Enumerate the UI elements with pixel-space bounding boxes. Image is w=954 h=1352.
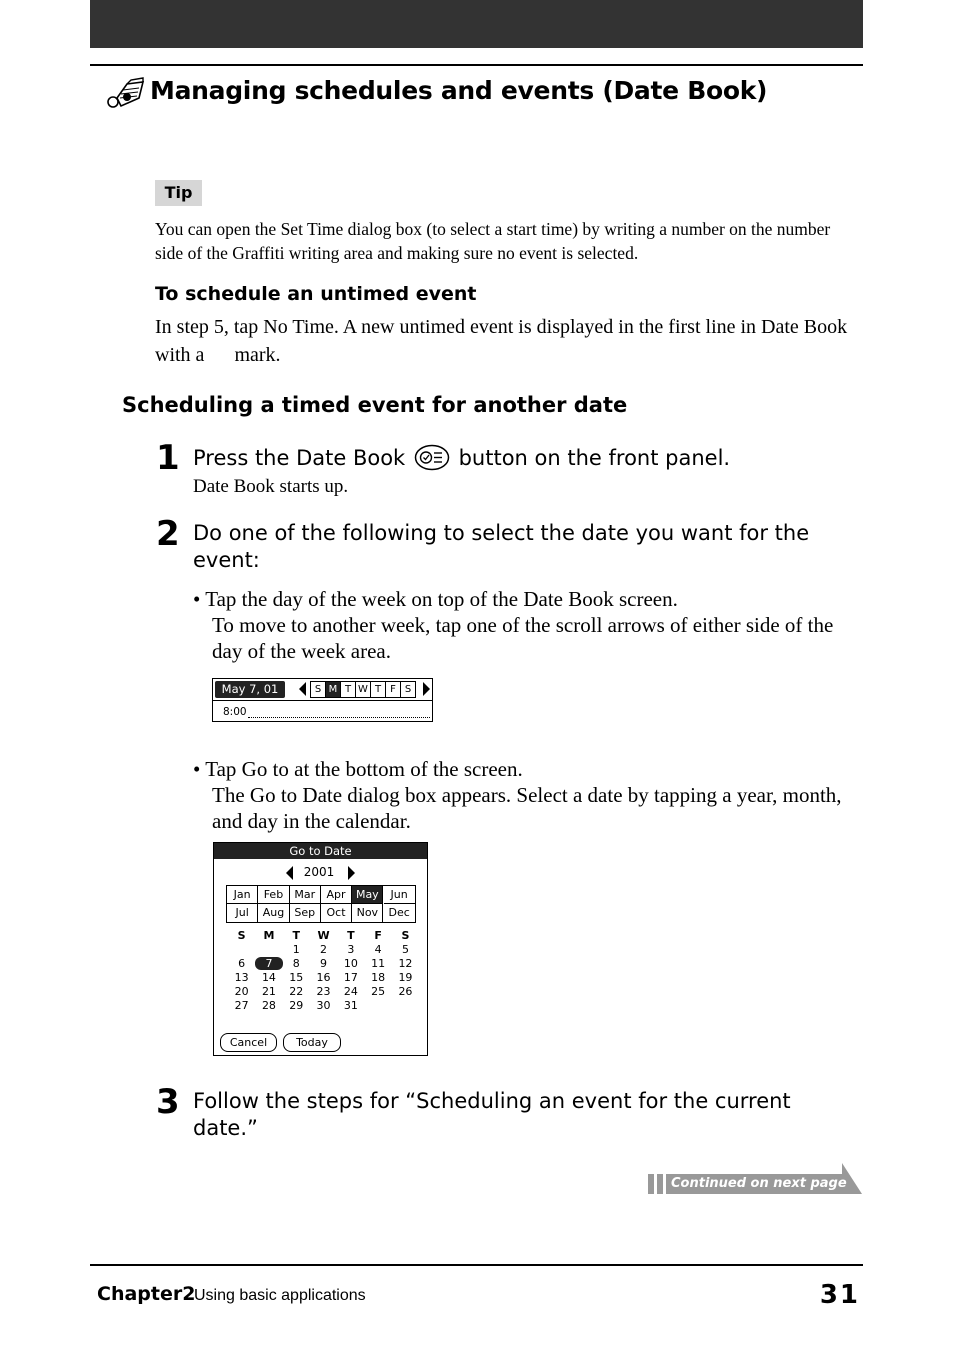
calendar-day[interactable]: 15	[289, 971, 304, 984]
step-1-text	[193, 444, 730, 472]
calendar-day[interactable]: 21	[261, 985, 276, 998]
calendar-day[interactable]: 14	[261, 971, 276, 984]
calendar-day[interactable]: 28	[261, 999, 276, 1012]
week-prev-arrow-icon[interactable]	[299, 682, 306, 696]
go-to-date-dialog	[213, 842, 428, 1056]
untimed-text-before: In step 5, tap No Time. A new untimed event is displayed in the first line in Date Book with a	[155, 316, 848, 366]
week-time-row[interactable]: 8:00	[223, 706, 247, 718]
untimed-event-heading: To schedule an untimed event	[155, 283, 477, 305]
month-jul[interactable]: Jul	[227, 904, 258, 922]
year-label: 2001	[303, 865, 335, 879]
subsection-heading: Scheduling a timed event for another date	[122, 393, 628, 417]
week-day-2[interactable]: T	[340, 681, 356, 698]
week-day-0[interactable]: S	[310, 681, 326, 698]
week-date-label[interactable]: May 7, 01	[215, 681, 285, 698]
weekday-header: T	[292, 929, 300, 942]
calendar-day[interactable]: 7	[255, 957, 282, 970]
continued-bar-2	[657, 1174, 663, 1194]
cancel-button[interactable]: Cancel	[220, 1033, 277, 1052]
week-day-3[interactable]: W	[355, 681, 371, 698]
header-rule	[90, 64, 863, 66]
calendar-day[interactable]: 17	[343, 971, 358, 984]
step-3-number: 3	[156, 1082, 180, 1122]
calendar-day[interactable]: 22	[289, 985, 304, 998]
calendar-day[interactable]: 5	[401, 943, 409, 956]
year-next-arrow-icon[interactable]	[348, 866, 355, 880]
bullet-1-mark: •	[193, 587, 201, 611]
continued-bar-1	[648, 1174, 654, 1194]
weekday-header: M	[263, 929, 275, 942]
weekday-header: T	[347, 929, 355, 942]
calendar-day[interactable]: 30	[316, 999, 331, 1012]
month-nov[interactable]: Nov	[352, 904, 383, 922]
footer-rule	[90, 1264, 863, 1266]
bullet-2-detail: The Go to Date dialog box appears. Select a date by tapping a year, month, and day in the calendar.	[212, 783, 842, 833]
month-apr[interactable]: Apr	[321, 886, 352, 904]
week-day-6[interactable]: S	[400, 681, 416, 698]
week-day-1[interactable]: M	[325, 681, 341, 698]
top-header-bar	[90, 0, 863, 48]
weekday-header: S	[401, 929, 410, 942]
calendar-day[interactable]: 31	[343, 999, 358, 1012]
month-aug[interactable]: Aug	[258, 904, 289, 922]
week-header-rule	[213, 700, 432, 701]
calendar-day[interactable]: 23	[316, 985, 331, 998]
calendar-day[interactable]: 4	[374, 943, 382, 956]
tip-text: You can open the Set Time dialog box (to select a start time) by writing a number on the number side of the Graffiti writing area and making sure no event is selected.	[155, 219, 831, 263]
calendar-day[interactable]: 19	[398, 971, 413, 984]
weekday-header: W	[317, 929, 330, 942]
month-sep[interactable]: Sep	[290, 904, 321, 922]
calendar-day[interactable]: 20	[234, 985, 249, 998]
today-button[interactable]: Today	[283, 1033, 341, 1052]
tip-badge: Tip	[155, 180, 202, 206]
calendar-day[interactable]: 26	[398, 985, 413, 998]
step-1-number: 1	[156, 438, 180, 478]
continued-banner	[648, 1163, 862, 1194]
week-time-dotted-line	[248, 717, 430, 718]
date-book-week-screen	[212, 678, 433, 722]
dialog-title: Go to Date	[214, 843, 427, 859]
month-grid	[226, 885, 416, 923]
week-day-selector	[311, 681, 416, 698]
calendar-day[interactable]: 3	[347, 943, 355, 956]
calendar-day[interactable]: 29	[289, 999, 304, 1012]
calendar-day[interactable]: 9	[320, 957, 328, 970]
calendar-day[interactable]: 10	[343, 957, 358, 970]
calendar-day[interactable]: 12	[398, 957, 413, 970]
month-oct[interactable]: Oct	[321, 904, 352, 922]
untimed-event-text	[155, 313, 855, 369]
week-day-4[interactable]: T	[370, 681, 386, 698]
month-may[interactable]: May	[352, 886, 383, 904]
untimed-text-after: mark.	[234, 344, 281, 366]
step-1-result: Date Book starts up.	[193, 476, 349, 497]
step-1-text-after: button on the front panel.	[458, 446, 731, 470]
calendar-day[interactable]: 1	[292, 943, 300, 956]
weekday-header: S	[237, 929, 246, 942]
week-day-5[interactable]: F	[385, 681, 401, 698]
page-number: 31	[819, 1280, 860, 1310]
bullet-2-mark: •	[193, 757, 201, 781]
calendar-day[interactable]: 11	[371, 957, 386, 970]
bullet-1-lead	[193, 586, 678, 612]
footer-chapter-title: Using basic applications	[194, 1287, 366, 1304]
calendar-day[interactable]: 24	[343, 985, 358, 998]
calendar-day[interactable]: 16	[316, 971, 331, 984]
section-title: Managing schedules and events (Date Book)	[150, 76, 768, 105]
calendar-day[interactable]: 2	[320, 943, 328, 956]
step-2-number: 2	[156, 514, 180, 554]
step-1-text-before: Press the Date Book	[193, 446, 406, 470]
calendar-day[interactable]: 27	[234, 999, 249, 1012]
bullet-2-lead-text: Tap Go to at the bottom of the screen.	[205, 757, 523, 781]
day-calendar-grid	[228, 929, 418, 1013]
continued-label: Continued on next page	[671, 1176, 847, 1191]
calendar-day[interactable]: 8	[292, 957, 300, 970]
month-dec[interactable]: Dec	[388, 906, 410, 919]
bullet-1-lead-text: Tap the day of the week on top of the Date Book screen.	[205, 587, 678, 611]
calendar-day[interactable]: 25	[371, 985, 386, 998]
week-next-arrow-icon[interactable]	[423, 682, 430, 696]
month-jan[interactable]: Jan	[227, 886, 258, 904]
month-jun[interactable]: Jun	[384, 886, 415, 904]
weekday-header: F	[374, 929, 382, 942]
year-prev-arrow-icon[interactable]	[286, 866, 293, 880]
step-2-text: Do one of the following to select the date you want for the event:	[193, 521, 810, 572]
bullet-2-lead	[193, 756, 523, 782]
calendar-day[interactable]: 18	[371, 971, 386, 984]
month-mar[interactable]: Mar	[290, 886, 321, 904]
footer-chapter: Chapter2	[97, 1283, 196, 1305]
month-feb[interactable]: Feb	[258, 886, 289, 904]
date-book-section-icon	[105, 76, 145, 110]
bullet-1-detail: To move to another week, tap one of the scroll arrows of either side of the day of the week area.	[212, 613, 834, 663]
calendar-day[interactable]: 13	[234, 971, 249, 984]
date-book-button-icon	[414, 444, 450, 471]
step-3-text: Follow the steps for “Scheduling an event for the current date.”	[193, 1089, 791, 1140]
calendar-day[interactable]: 6	[238, 957, 246, 970]
